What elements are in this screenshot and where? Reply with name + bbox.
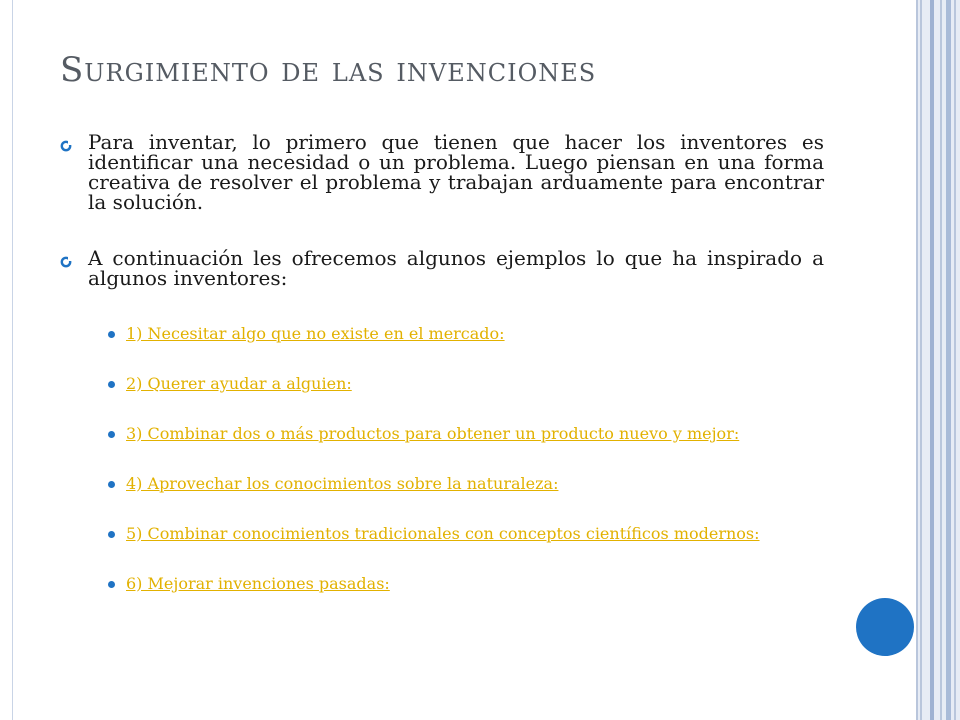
list-item — [100, 426, 824, 442]
ring-bullet-icon — [60, 140, 72, 152]
list-item — [100, 576, 824, 592]
stripe — [946, 0, 951, 720]
list-item — [100, 526, 824, 542]
dot-bullet-icon — [108, 531, 115, 538]
ring-bullet-icon — [60, 256, 72, 268]
bullet-text: Para inventar, lo primero que tienen que hacer los inventores es identificar una necesidad o un problema. Luego piensan en una forma creativa de resolver el problema y trabajan arduamente para encontrar la solución. — [88, 130, 824, 214]
list-item — [100, 476, 824, 492]
stripe — [954, 0, 956, 720]
dot-bullet-icon — [108, 431, 115, 438]
stripe — [930, 0, 934, 720]
example-link-2[interactable]: 2) Querer ayudar a alguien: — [126, 374, 352, 393]
decorative-circle — [856, 598, 914, 656]
stripe — [940, 0, 942, 720]
bullet-text: A continuación les ofrecemos algunos ejemplos lo que ha inspirado a algunos inventores: — [88, 246, 824, 290]
dot-bullet-icon — [108, 481, 115, 488]
bullet-paragraph — [60, 132, 824, 212]
bullet-paragraph — [60, 248, 824, 288]
stripe — [916, 0, 918, 720]
right-decorative-stripes — [916, 0, 960, 720]
left-frame-line — [12, 0, 13, 720]
dot-bullet-icon — [108, 381, 115, 388]
example-link-1[interactable]: 1) Necesitar algo que no existe en el mercado: — [126, 324, 505, 343]
example-link-5[interactable]: 5) Combinar conocimientos tradicionales con conceptos científicos modernos: — [126, 524, 760, 543]
example-link-4[interactable]: 4) Aprovechar los conocimientos sobre la naturaleza: — [126, 474, 559, 493]
examples-link-list — [100, 326, 824, 592]
slide-title: Surgimiento de las invenciones — [60, 50, 597, 90]
stripe — [920, 0, 922, 720]
dot-bullet-icon — [108, 581, 115, 588]
dot-bullet-icon — [108, 331, 115, 338]
example-link-3[interactable]: 3) Combinar dos o más productos para obtener un producto nuevo y mejor: — [126, 424, 740, 443]
list-item — [100, 376, 824, 392]
example-link-6[interactable]: 6) Mejorar invenciones pasadas: — [126, 574, 390, 593]
slide-content — [60, 120, 824, 626]
list-item — [100, 326, 824, 342]
